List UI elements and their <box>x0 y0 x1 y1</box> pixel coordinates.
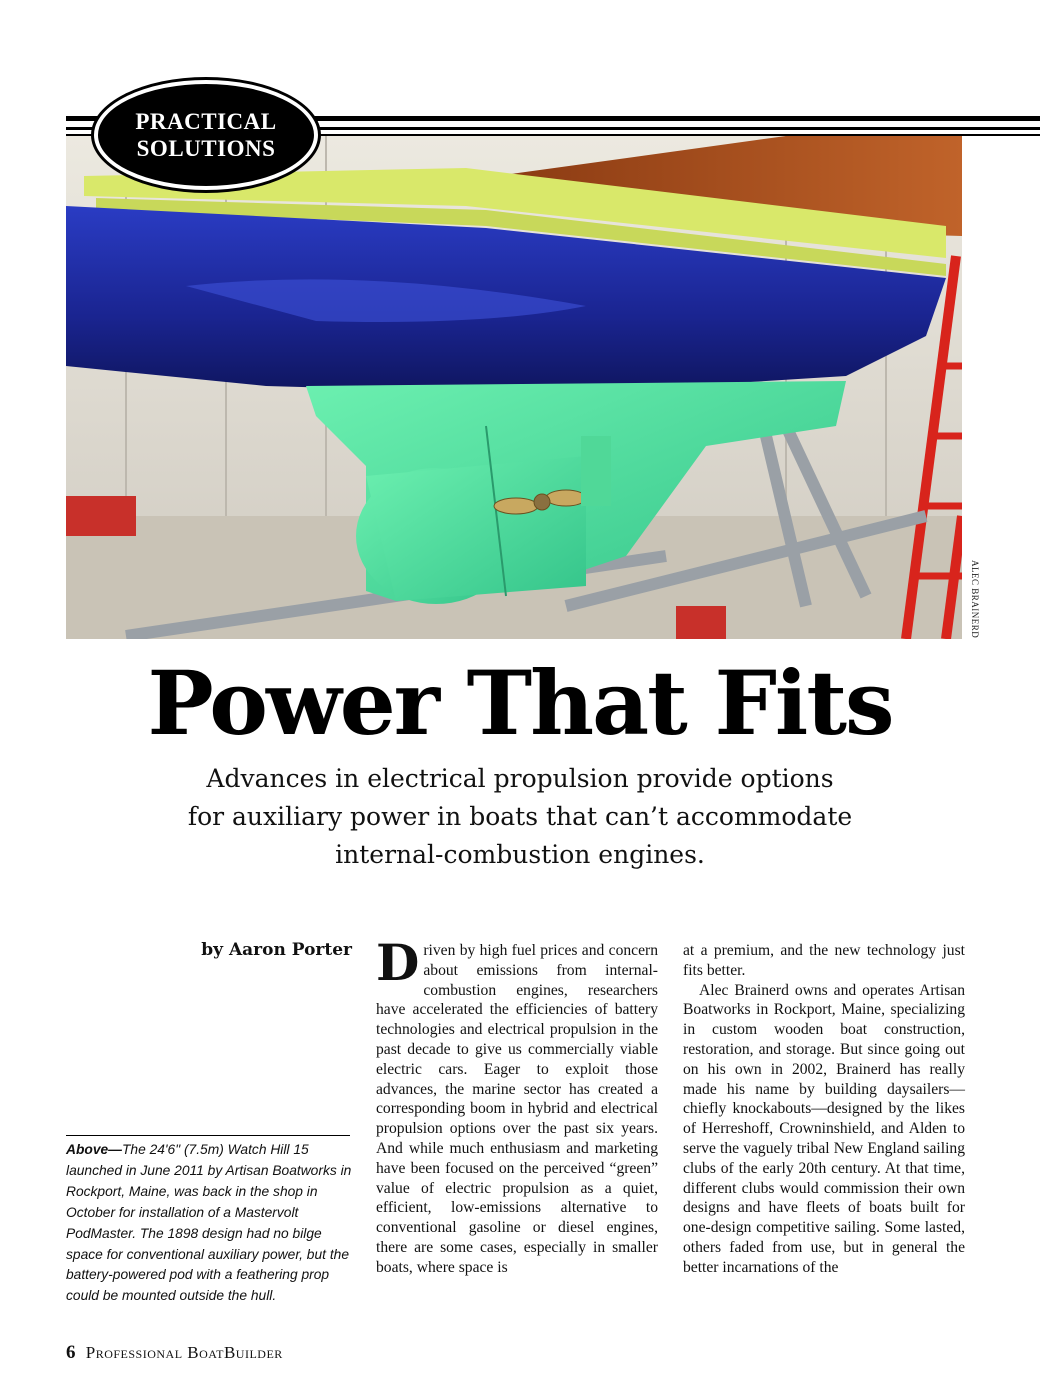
caption-rule <box>66 1135 350 1136</box>
photo-credit: ALEC BRAINERD <box>970 560 980 639</box>
page-footer <box>66 1342 283 1364</box>
publication-name: Professional BoatBuilder <box>85 1343 283 1362</box>
deck-line-1: Advances in electrical propulsion provide options <box>206 764 834 793</box>
article-column-2 <box>683 941 965 1278</box>
article-column-1 <box>376 933 658 1278</box>
caption-text: The 24'6" (7.5m) Watch Hill 15 launched in June 2011 by Artisan Boatworks in Rockport, Maine, was back in the shop in October for installation of a Mastervolt PodMaster. The 1898 design had no bilge space for conventional auxiliary power, but the battery-powered pod with a feathering prop could be mounted outside the hull. <box>66 1142 352 1304</box>
photo-caption <box>66 1140 356 1307</box>
article-paragraph-2: Alec Brainerd owns and operates Artisan Boatworks in Rockport, Maine, specializing in custom wooden boat construction, restoration, and storage. But since going out on his own in 2002, Brainerd has really made his name by building daysailers—chiefly knockabouts—designed by the likes of Herreshoff, Crowninshield, and Alden to serve the vaguely tribal New England sailing clubs of the early 20th century. At that time, different clubs would commission their own designs and have fleets of boats built for one-design competitive sailing. Some lasted, others faded from use, but in general the better incarnations of the <box>683 981 965 1276</box>
deck-line-2: for auxiliary power in boats that can’t accommodate <box>187 802 853 831</box>
section-badge <box>94 80 318 190</box>
deck <box>70 760 970 874</box>
byline: by Aaron Porter <box>201 940 352 960</box>
deck-line-3: internal-combustion engines. <box>335 840 705 869</box>
caption-lead: Above— <box>66 1142 122 1157</box>
article-paragraph-1: riven by high fuel prices and concern about emissions from internal-combustion engines, researchers have accelerated the efficiencies of battery technologies and electrical propulsion in the past decade to give us commercially viable electric cars. Eager to exploit those advances, the marine sector has created a corresponding boom in hybrid and electrical propulsion options over the past six years. And while much enthusiasm and marketing have been focused on the perceived “green” value of electric propulsion as a quiet, efficient, low-emissions alternative to conventional gasoline or diesel engines, there are some cases, especially in smaller boats, where space is <box>376 942 658 1276</box>
article-paragraph-1-end: at a premium, and the new technology just fits better. <box>683 942 965 979</box>
headline: Power That Fits <box>147 651 893 755</box>
boat-photo <box>66 136 962 639</box>
page-number: 6 <box>66 1342 76 1363</box>
badge-line-2: SOLUTIONS <box>136 136 276 161</box>
badge-line-1: PRACTICAL <box>135 109 277 134</box>
drop-cap: D <box>376 933 420 992</box>
